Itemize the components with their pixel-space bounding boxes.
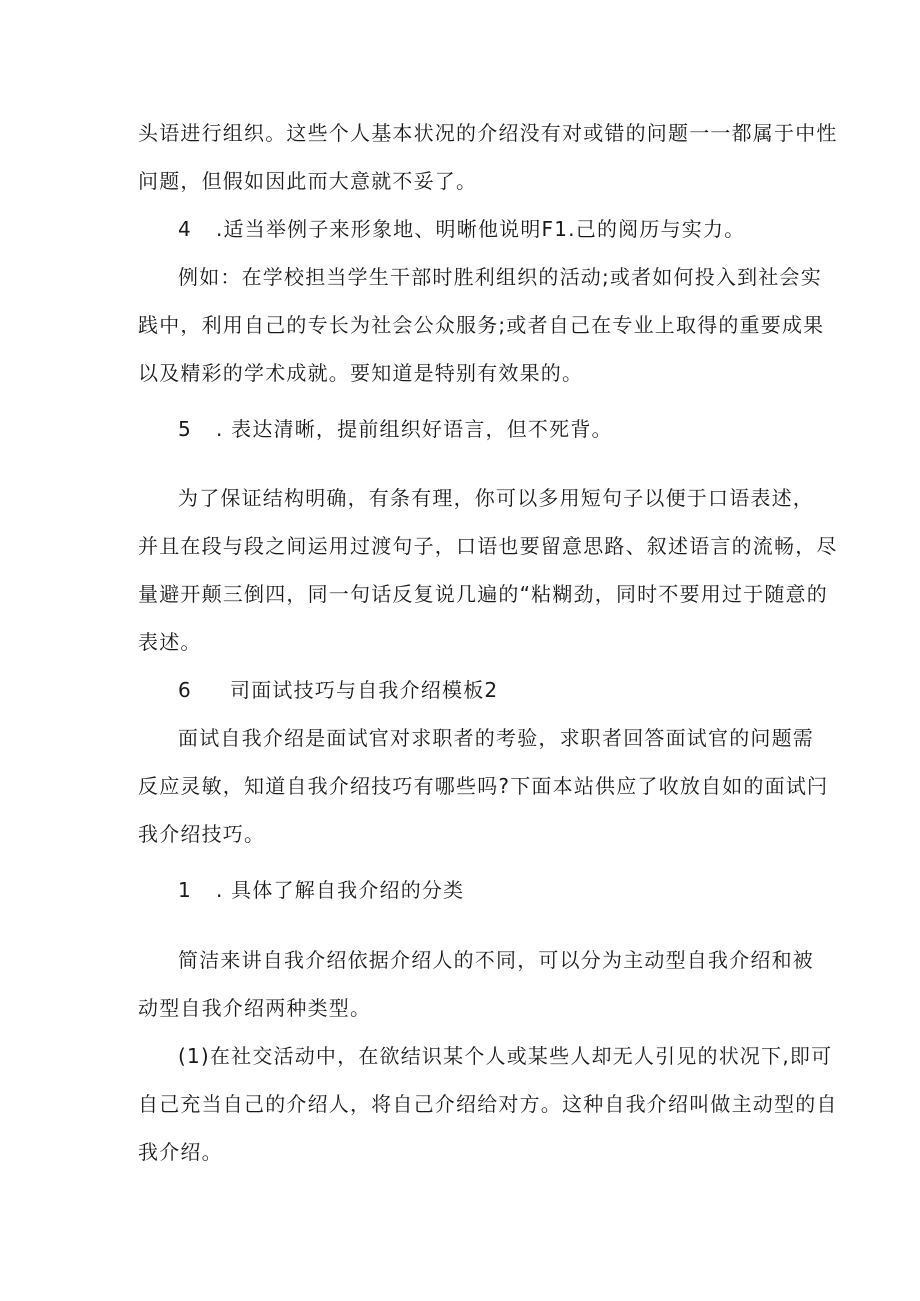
paragraph-line: 简洁来讲自我介绍依据介绍人的不同，可以分为主动型自我介绍和被	[178, 948, 814, 972]
paragraph-line: 面试自我介绍是面试官对求职者的考验，求职者回答面试官的问题需	[178, 726, 814, 750]
item-number: 6	[178, 678, 192, 702]
paragraph-line: 反应灵敏，知道自我介绍技巧有哪些吗?下面本站供应了收放自如的面试闩	[138, 774, 829, 798]
numbered-item-1	[178, 876, 464, 904]
paragraph-line: (1)在社交活动中，在欲结识某个人或某些人却无人引见的状况下,即可	[178, 1044, 833, 1068]
paragraph-line: 自己充当自己的介绍人，将自己介绍给对方。这种自我介绍叫做主动型的自	[138, 1092, 838, 1116]
item-text: . 表达清晰，提前组织好语言，但不死背。	[216, 417, 613, 441]
paragraph-line: 并且在段与段之间运用过渡句子，口语也要留意思路、叙述语言的流畅，尽	[138, 534, 838, 558]
paragraph-line: 践中，利用自己的专长为社会公众服务;或者自己在专业上取得的重要成果	[138, 313, 825, 337]
paragraph-line: 我介绍技巧。	[138, 822, 266, 846]
numbered-item-6	[178, 676, 498, 704]
item-number: 5	[178, 417, 192, 441]
numbered-item-4	[178, 215, 745, 243]
paragraph-line: 头语进行组织。这些个人基本状况的介绍没有对或错的问题一一都属于中性	[138, 121, 838, 145]
item-text: 司面试技巧与自我介绍模板2	[230, 678, 499, 702]
paragraph-line: 量避开颠三倒四，同一句话反复说几遍的“粘糊劲，同时不要用过于随意的	[138, 582, 828, 606]
paragraph-line: 问题，但假如因此而大意就不妥了。	[138, 169, 478, 193]
paragraph-line: 以及精彩的学术成就。要知道是特别有效果的。	[138, 361, 584, 385]
paragraph-line: 我介绍。	[138, 1140, 223, 1164]
paragraph-line: 动型自我介绍两种类型。	[138, 996, 372, 1020]
paragraph-line: 例如：在学校担当学生干部时胜利组织的活动;或者如何投入到社会实	[178, 265, 822, 289]
numbered-item-5	[178, 415, 613, 443]
item-number: 4	[178, 217, 192, 241]
item-number: 1	[178, 878, 192, 902]
item-text: . 具体了解自我介绍的分类	[216, 878, 465, 902]
paragraph-line: 表述。	[138, 630, 202, 654]
item-text: .适当举例子来形象地、明晰他说明F1.己的阅历与实力。	[216, 217, 746, 241]
paragraph-line: 为了保证结构明确，有条有理，你可以多用短句子以便于口语表述，	[178, 486, 814, 510]
